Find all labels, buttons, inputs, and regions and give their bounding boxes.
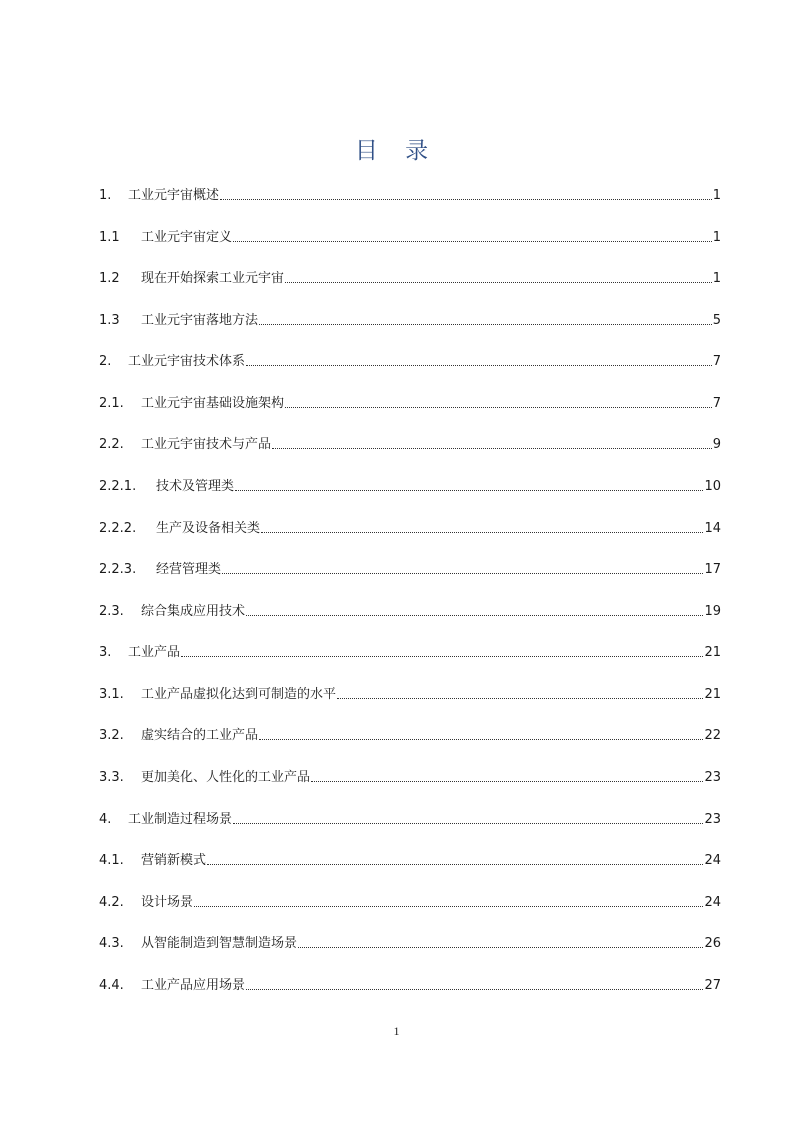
toc-number: 2.3. (99, 604, 124, 619)
toc-entry[interactable] (99, 889, 721, 911)
toc-entry[interactable] (99, 598, 721, 620)
page-title: 目 录 (354, 138, 439, 164)
dot-leader (246, 989, 703, 990)
toc-number: 3.3. (99, 770, 124, 785)
toc-number: 2.2.1. (99, 479, 137, 494)
toc-page: 21 (704, 687, 721, 702)
dot-leader (272, 448, 712, 449)
toc-page: 14 (704, 521, 721, 536)
toc-label: 工业产品 (128, 645, 181, 660)
dot-leader (311, 781, 703, 782)
toc-label: 营销新模式 (141, 853, 207, 868)
toc-page: 5 (712, 313, 721, 328)
page-number: 1 (393, 1024, 400, 1038)
toc-number: 2.2. (99, 437, 124, 452)
toc-label: 工业产品虚拟化达到可制造的水平 (141, 687, 337, 702)
toc-entry[interactable] (99, 722, 721, 744)
toc-label: 设计场景 (141, 895, 194, 910)
toc-label: 工业制造过程场景 (128, 812, 233, 827)
dot-leader (233, 241, 712, 242)
dot-leader (207, 864, 703, 865)
dot-leader (259, 324, 712, 325)
toc-page: 27 (704, 978, 721, 993)
dot-leader (222, 573, 703, 574)
toc-number: 1.3 (99, 313, 120, 328)
toc-page: 1 (712, 271, 721, 286)
toc-entry[interactable] (99, 431, 721, 453)
toc-page: 7 (712, 396, 721, 411)
dot-leader (259, 739, 703, 740)
toc-number: 4.3. (99, 936, 124, 951)
toc-label: 生产及设备相关类 (156, 521, 261, 536)
toc-entry[interactable] (99, 515, 721, 537)
toc-entry[interactable] (99, 681, 721, 703)
toc-number: 2.2.2. (99, 521, 137, 536)
toc-number: 4. (99, 812, 112, 827)
toc-page: 24 (704, 895, 721, 910)
toc-entry[interactable] (99, 182, 721, 204)
toc-entry[interactable] (99, 473, 721, 495)
toc-label: 经营管理类 (156, 562, 222, 577)
toc-page: 23 (704, 812, 721, 827)
toc-page: 1 (712, 230, 721, 245)
toc-number: 4.2. (99, 895, 124, 910)
toc-label: 工业元宇宙定义 (141, 230, 233, 245)
toc-number: 3. (99, 645, 112, 660)
toc-entry[interactable] (99, 764, 721, 786)
dot-leader (233, 823, 703, 824)
toc-number: 1.1 (99, 230, 120, 245)
toc-page: 17 (704, 562, 721, 577)
toc-page: 26 (704, 936, 721, 951)
toc-number: 2.1. (99, 396, 124, 411)
dot-leader (285, 282, 712, 283)
toc-entry[interactable] (99, 847, 721, 869)
toc-entry[interactable] (99, 224, 721, 246)
toc-entry[interactable] (99, 265, 721, 287)
toc-label: 工业元宇宙技术与产品 (141, 437, 272, 452)
toc-entry[interactable] (99, 556, 721, 578)
toc-page: 10 (704, 479, 721, 494)
toc-label: 工业元宇宙技术体系 (128, 354, 246, 369)
toc-entry[interactable] (99, 972, 721, 994)
toc-page: 23 (704, 770, 721, 785)
toc-page: 22 (704, 728, 721, 743)
toc-page: 9 (712, 437, 721, 452)
dot-leader (246, 365, 712, 366)
dot-leader (246, 615, 703, 616)
toc-label: 工业元宇宙概述 (128, 188, 220, 203)
toc-label: 工业元宇宙基础设施架构 (141, 396, 285, 411)
toc-number: 3.2. (99, 728, 124, 743)
toc-label: 现在开始探索工业元宇宙 (141, 271, 285, 286)
toc-page: 21 (704, 645, 721, 660)
toc-entry[interactable] (99, 307, 721, 329)
dot-leader (220, 199, 712, 200)
toc-label: 虚实结合的工业产品 (141, 728, 259, 743)
toc-number: 2. (99, 354, 112, 369)
toc-number: 1. (99, 188, 112, 203)
dot-leader (285, 407, 712, 408)
toc-page: 19 (704, 604, 721, 619)
toc-entry[interactable] (99, 390, 721, 412)
dot-leader (298, 947, 703, 948)
toc-label: 更加美化、人性化的工业产品 (141, 770, 311, 785)
toc-number: 4.4. (99, 978, 124, 993)
toc-label: 工业产品应用场景 (141, 978, 246, 993)
toc-number: 1.2 (99, 271, 120, 286)
toc-number: 4.1. (99, 853, 124, 868)
toc-entry[interactable] (99, 806, 721, 828)
toc-number: 2.2.3. (99, 562, 137, 577)
toc-page: 24 (704, 853, 721, 868)
toc-label: 技术及管理类 (156, 479, 235, 494)
toc-label: 工业元宇宙落地方法 (141, 313, 259, 328)
toc-page: 1 (712, 188, 721, 203)
toc-number: 3.1. (99, 687, 124, 702)
toc-entry[interactable] (99, 639, 721, 661)
dot-leader (337, 698, 703, 699)
dot-leader (181, 656, 703, 657)
dot-leader (194, 906, 703, 907)
dot-leader (235, 490, 703, 491)
toc-label: 综合集成应用技术 (141, 604, 246, 619)
dot-leader (261, 532, 703, 533)
toc-entry[interactable] (99, 348, 721, 370)
toc-label: 从智能制造到智慧制造场景 (141, 936, 298, 951)
toc-page: 7 (712, 354, 721, 369)
toc-entry[interactable] (99, 930, 721, 952)
